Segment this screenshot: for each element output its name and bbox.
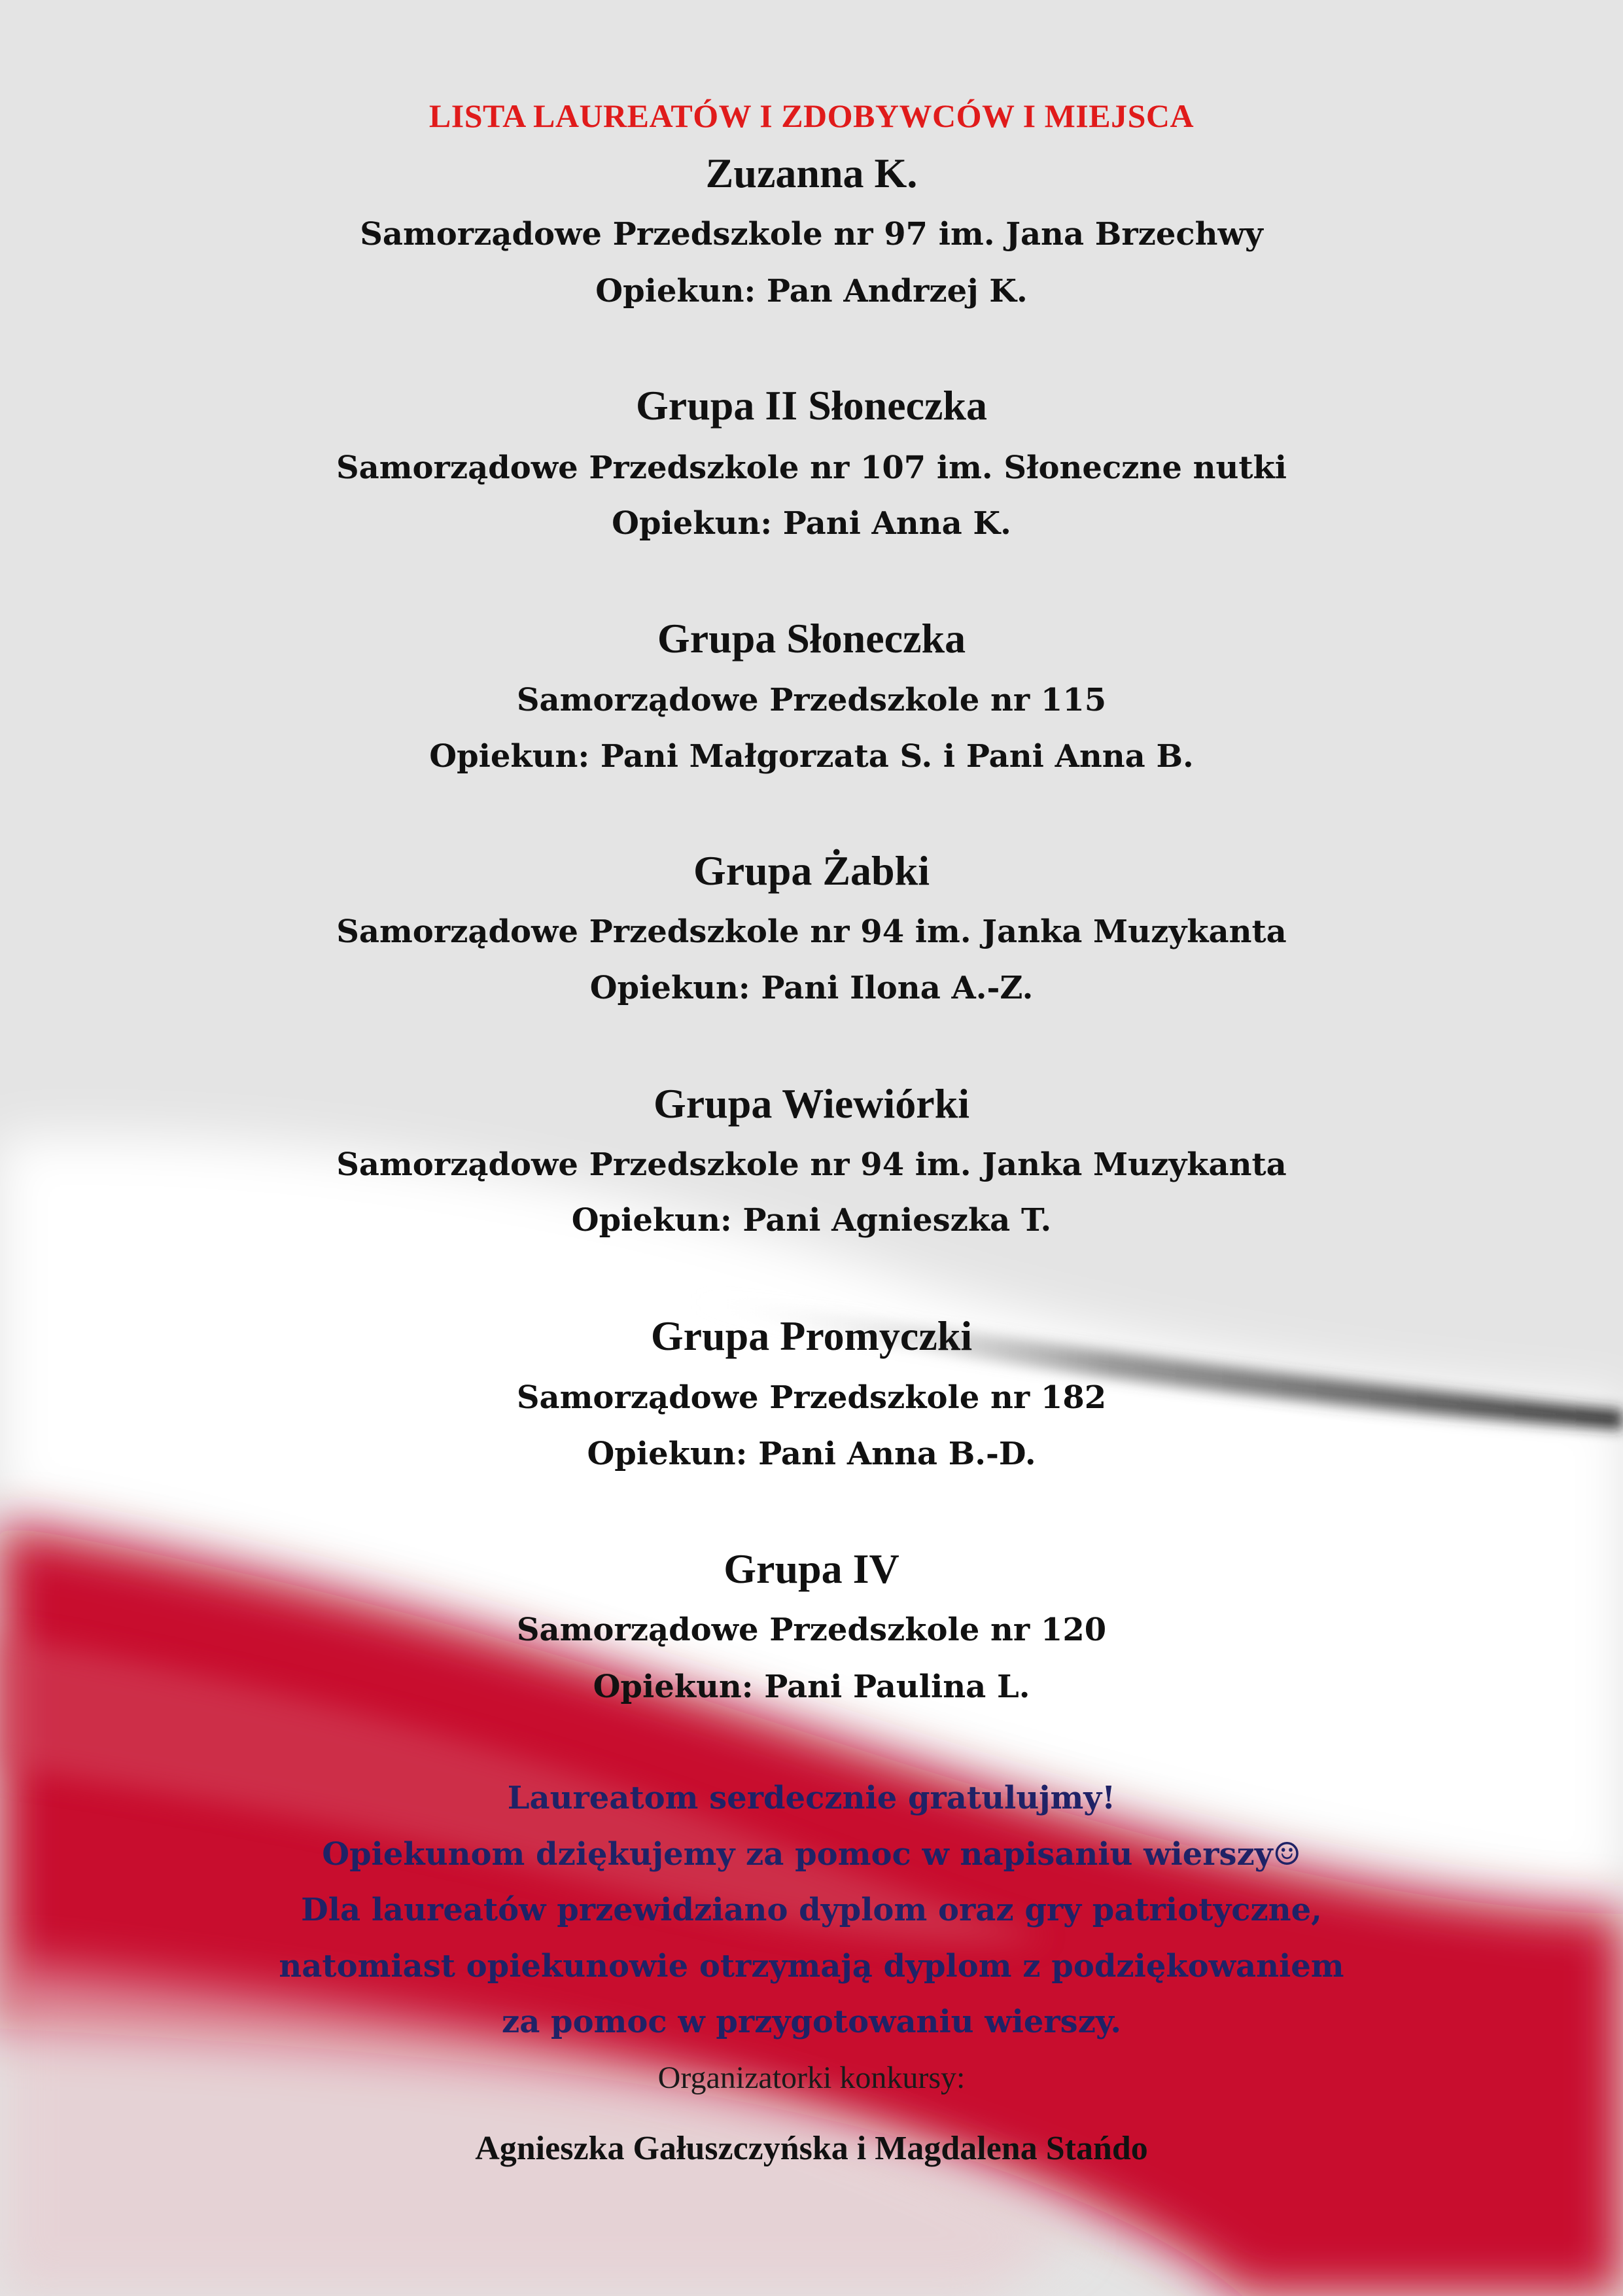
group-name: Grupa Żabki bbox=[693, 847, 930, 894]
organizers-label: Organizatorki konkursy: bbox=[657, 2060, 966, 2095]
thanks-line: za pomoc w przygotowaniu wierszy. bbox=[501, 2004, 1122, 2040]
document-heading: LISTA LAUREATÓW I ZDOBYWCÓW I MIEJSCA bbox=[428, 97, 1195, 134]
school-name: Samorządowe Przedszkole nr 115 bbox=[516, 682, 1107, 718]
guardian-name: Opiekun: Pani Anna B.-D. bbox=[587, 1436, 1036, 1472]
school-name: Samorządowe Przedszkole nr 107 im. Słoneczne nutki bbox=[336, 450, 1287, 486]
group-name: Grupa Promyczki bbox=[650, 1313, 973, 1359]
guardian-name: Opiekun: Pani Anna K. bbox=[612, 505, 1011, 542]
school-name: Samorządowe Przedszkole nr 120 bbox=[516, 1612, 1107, 1648]
guardian-name: Opiekun: Pani Paulina L. bbox=[593, 1669, 1030, 1705]
group-name: Grupa IV bbox=[724, 1545, 899, 1592]
school-name: Samorządowe Przedszkole nr 94 im. Janka Muzykanta bbox=[336, 1146, 1287, 1183]
guardian-name: Opiekun: Pani Agnieszka T. bbox=[571, 1202, 1052, 1239]
group-name: Grupa II Słoneczka bbox=[636, 382, 987, 429]
thanks-line: natomiast opiekunowie otrzymają dyplom z podziękowaniem bbox=[279, 1948, 1344, 1985]
thanks-line: Dla laureatów przewidziano dyplom oraz gry patriotyczne, bbox=[301, 1892, 1322, 1928]
guardian-name: Opiekun: Pani Ilona A.-Z. bbox=[589, 970, 1034, 1006]
school-name: Samorządowe Przedszkole nr 97 im. Jana Brzechwy bbox=[360, 216, 1263, 253]
school-name: Samorządowe Przedszkole nr 94 im. Janka Muzykanta bbox=[336, 913, 1287, 950]
group-name: Grupa Wiewiórki bbox=[653, 1080, 970, 1127]
winner-name: Zuzanna K. bbox=[705, 150, 918, 196]
organizers-names: Agnieszka Gałuszczyńska i Magdalena Stańdo bbox=[475, 2130, 1148, 2167]
thanks-line: Opiekunom dziękujemy za pomoc w napisaniu wierszy☺ bbox=[322, 1836, 1301, 1873]
congratulations-line: Laureatom serdecznie gratulujmy! bbox=[507, 1780, 1116, 1816]
guardian-name: Opiekun: Pani Małgorzata S. i Pani Anna B. bbox=[429, 738, 1194, 775]
group-name: Grupa Słoneczka bbox=[657, 615, 966, 662]
school-name: Samorządowe Przedszkole nr 182 bbox=[516, 1379, 1107, 1416]
guardian-name: Opiekun: Pan Andrzej K. bbox=[595, 273, 1028, 309]
